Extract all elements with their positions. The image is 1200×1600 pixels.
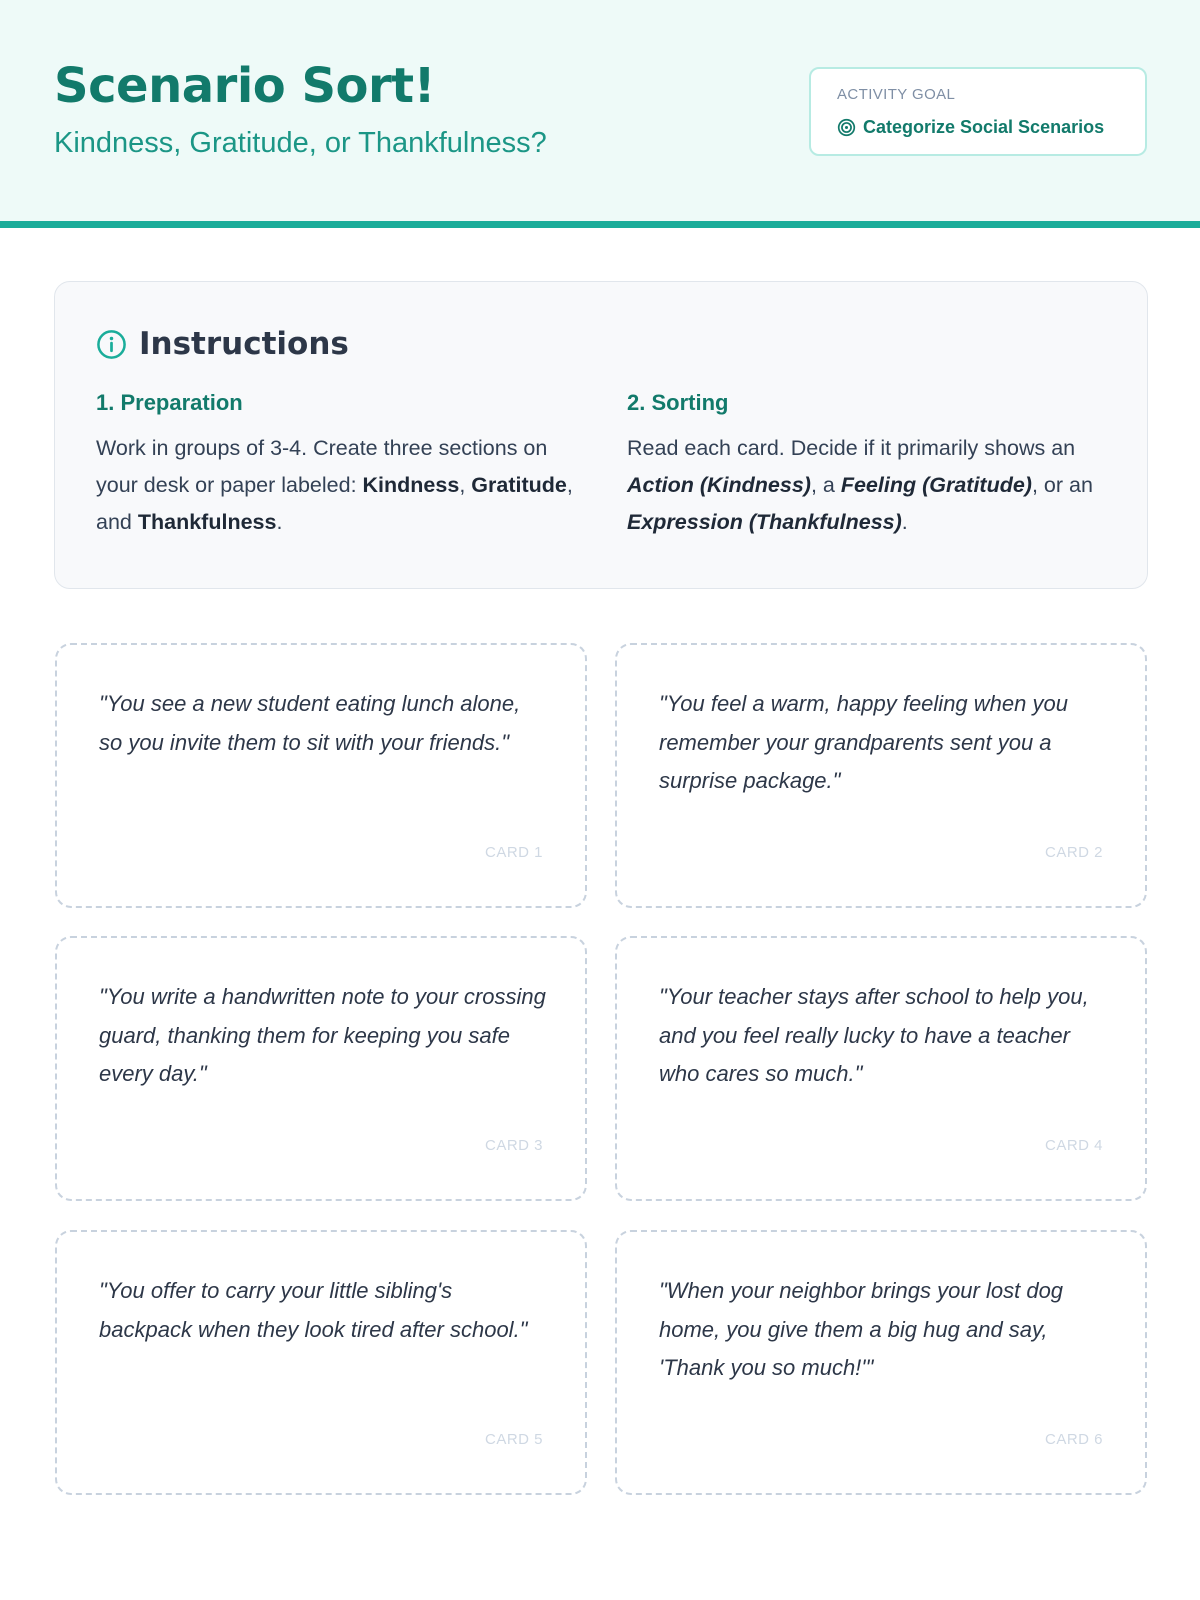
target-icon <box>837 118 856 137</box>
preparation-section <box>96 390 576 541</box>
category-feeling: Feeling (Gratitude) <box>840 473 1032 497</box>
scenario-text: "You offer to carry your little sibling's backpack when they look tired after school." <box>99 1278 528 1342</box>
category-expression: Expression (Thankfulness) <box>627 510 902 534</box>
scenario-text: "You write a handwritten note to your crossing guard, thanking them for keeping you safe every day." <box>99 984 546 1086</box>
scenario-card-3[interactable] <box>55 936 587 1201</box>
info-icon <box>96 329 127 360</box>
instructions-title: Instructions <box>139 326 349 362</box>
label-thankfulness: Thankfulness <box>137 510 277 534</box>
scenario-card-6[interactable] <box>615 1230 1147 1495</box>
preparation-title: 1. Preparation <box>96 390 243 415</box>
activity-goal-label: ACTIVITY GOAL <box>837 86 956 103</box>
category-action: Action (Kindness) <box>627 473 811 497</box>
scenario-card-5[interactable] <box>55 1230 587 1495</box>
scenario-text: "You feel a warm, happy feeling when you remember your grandparents sent you a surprise package." <box>659 691 1068 793</box>
card-number: CARD 1 <box>484 844 543 861</box>
scenario-text: "Your teacher stays after school to help you, and you feel really lucky to have a teacher who cares so much." <box>659 984 1089 1086</box>
activity-goal-value <box>837 117 1104 138</box>
card-number: CARD 2 <box>1044 844 1103 861</box>
label-kindness: Kindness <box>362 473 460 497</box>
page-title: Scenario Sort! <box>54 58 436 114</box>
scenario-card-4[interactable] <box>615 936 1147 1201</box>
scenario-card-2[interactable] <box>615 643 1147 908</box>
label-gratitude: Gratitude <box>471 473 567 497</box>
activity-goal-box <box>809 67 1147 156</box>
scenario-card-1[interactable] <box>55 643 587 908</box>
card-number: CARD 6 <box>1044 1431 1103 1448</box>
scenario-text: "When your neighbor brings your lost dog home, you give them a big hug and say, 'Thank you so much!'" <box>659 1278 1064 1380</box>
activity-goal-text: Categorize Social Scenarios <box>863 117 1105 137</box>
card-number: CARD 5 <box>484 1431 543 1448</box>
page-subtitle: Kindness, Gratitude, or Thankfulness? <box>54 127 547 159</box>
scenario-text: "You see a new student eating lunch alone, so you invite them to sit with your friends." <box>99 691 521 755</box>
sorting-title: 2. Sorting <box>627 390 729 415</box>
card-number: CARD 3 <box>484 1137 543 1154</box>
instructions-heading <box>96 326 349 362</box>
sorting-section <box>627 390 1107 541</box>
card-number: CARD 4 <box>1044 1137 1103 1154</box>
preparation-text: Work in groups of 3-4. Create three sections on your desk or paper labeled: Kindness, Gratitude, and Thankfulness. <box>96 436 573 534</box>
page-header <box>0 0 1200 228</box>
instructions-panel <box>54 281 1148 589</box>
sorting-text: Read each card. Decide if it primarily shows an Action (Kindness), a Feeling (Gratitude), or an Expression (Thankfulness). <box>627 436 1093 534</box>
